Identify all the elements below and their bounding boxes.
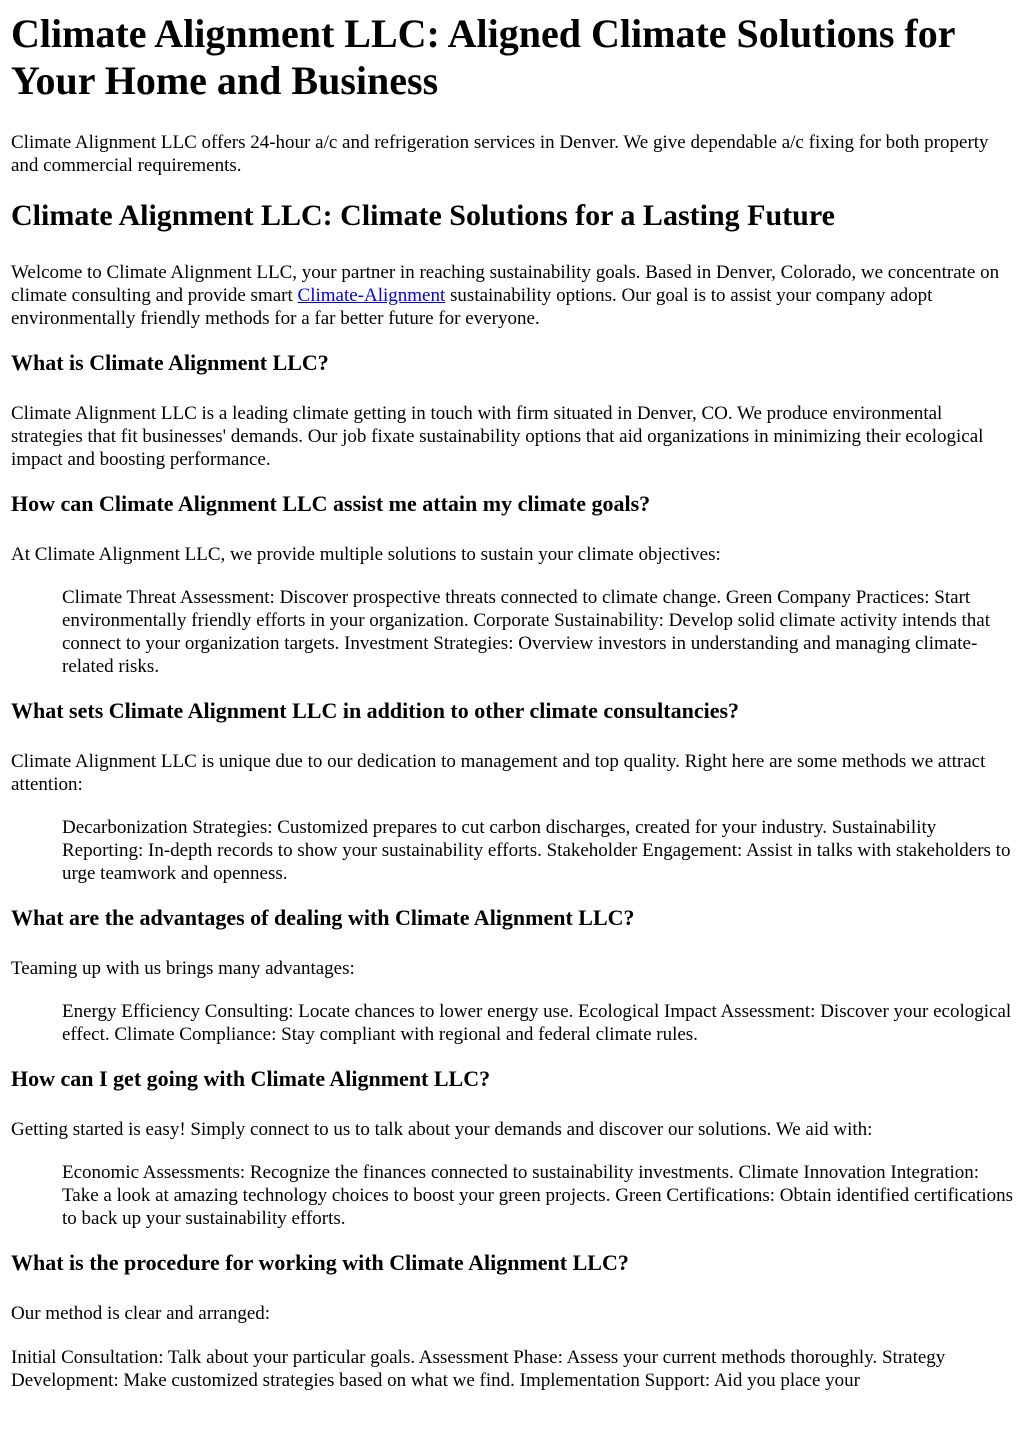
intro-paragraph: Climate Alignment LLC offers 24-hour a/c and refrigeration services in Denver. We give dependable a/c fixing for both property and commercial requirements. (11, 132, 989, 176)
faq-question: What is the procedure for working with Climate Alignment LLC? (11, 1250, 629, 1275)
faq-question: How can Climate Alignment LLC assist me attain my climate goals? (11, 491, 651, 516)
faq-quote: Decarbonization Strategies: Customized prepares to cut carbon discharges, created for your industry. Sustainability Reporting: In-depth records to show your sustainability efforts. Stakeholder Engagement: Assist in talks with stakeholders to urge teamwork and openness. (62, 817, 1011, 884)
faq-answer: Climate Alignment LLC is a leading climate getting in touch with firm situated in Denver, CO. We produce environmental strategies that fit businesses' demands. Our job fixate sustainability options that aid organizations in minimizing their ecological impact and boosting performance. (11, 403, 984, 470)
section-text-after-link: sustainability options. Our goal is to assist your company adopt environmentally friendly methods for a far better future for everyone. (11, 285, 933, 329)
faq-answer: Teaming up with us brings many advantages: (11, 958, 355, 979)
section-heading: Climate Alignment LLC: Climate Solutions for a Lasting Future (11, 199, 835, 232)
faq-followup: Initial Consultation: Talk about your particular goals. Assessment Phase: Assess your current methods thoroughly. Strategy Development: Make customized strategies based on what we find. Implementation Support: Aid you place your (11, 1347, 946, 1391)
faq-answer: Our method is clear and arranged: (11, 1303, 271, 1324)
faq-question: What sets Climate Alignment LLC in addition to other climate consultancies? (11, 698, 740, 723)
page-title: Climate Alignment LLC: Aligned Climate Solutions for Your Home and Business (11, 11, 955, 103)
faq-answer: At Climate Alignment LLC, we provide multiple solutions to sustain your climate objectives: (11, 544, 721, 565)
article (0, 10, 1024, 1392)
section-text-before-link: Welcome to Climate Alignment LLC, your partner in reaching sustainability goals. Based in Denver, Colorado, we concentrate on climate consulting and provide smart (11, 262, 1000, 306)
faq-quote: Climate Threat Assessment: Discover prospective threats connected to climate change. Green Company Practices: Start environmentally friendly efforts in your organization. Corporate Sustainability: Develop solid climate activity intends that connect to your organization targets. Investment Strategies: Overview investors in understanding and managing climate-related risks. (62, 587, 990, 677)
faq-answer: Getting started is easy! Simply connect to us to talk about your demands and discover our solutions. We aid with: (11, 1119, 873, 1140)
faq-quote: Energy Efficiency Consulting: Locate chances to lower energy use. Ecological Impact Assessment: Discover your ecological effect. Climate Compliance: Stay compliant with regional and federal climate rules. (62, 1001, 1012, 1045)
climate-alignment-link[interactable]: Climate-Alignment (297, 285, 446, 306)
faq-answer: Climate Alignment LLC is unique due to our dedication to management and top quality. Right here are some methods we attract attention: (11, 751, 986, 795)
faq-question: How can I get going with Climate Alignment LLC? (11, 1066, 491, 1091)
faq-quote: Economic Assessments: Recognize the finances connected to sustainability investments. Climate Innovation Integration: Take a look at amazing technology choices to boost your green projects. Green Certifications: Obtain identified certifications to back up your sustainability efforts. (62, 1162, 1013, 1229)
faq-question: What is Climate Alignment LLC? (11, 350, 329, 375)
section-paragraph (11, 261, 1014, 330)
faq-question: What are the advantages of dealing with Climate Alignment LLC? (11, 905, 635, 930)
